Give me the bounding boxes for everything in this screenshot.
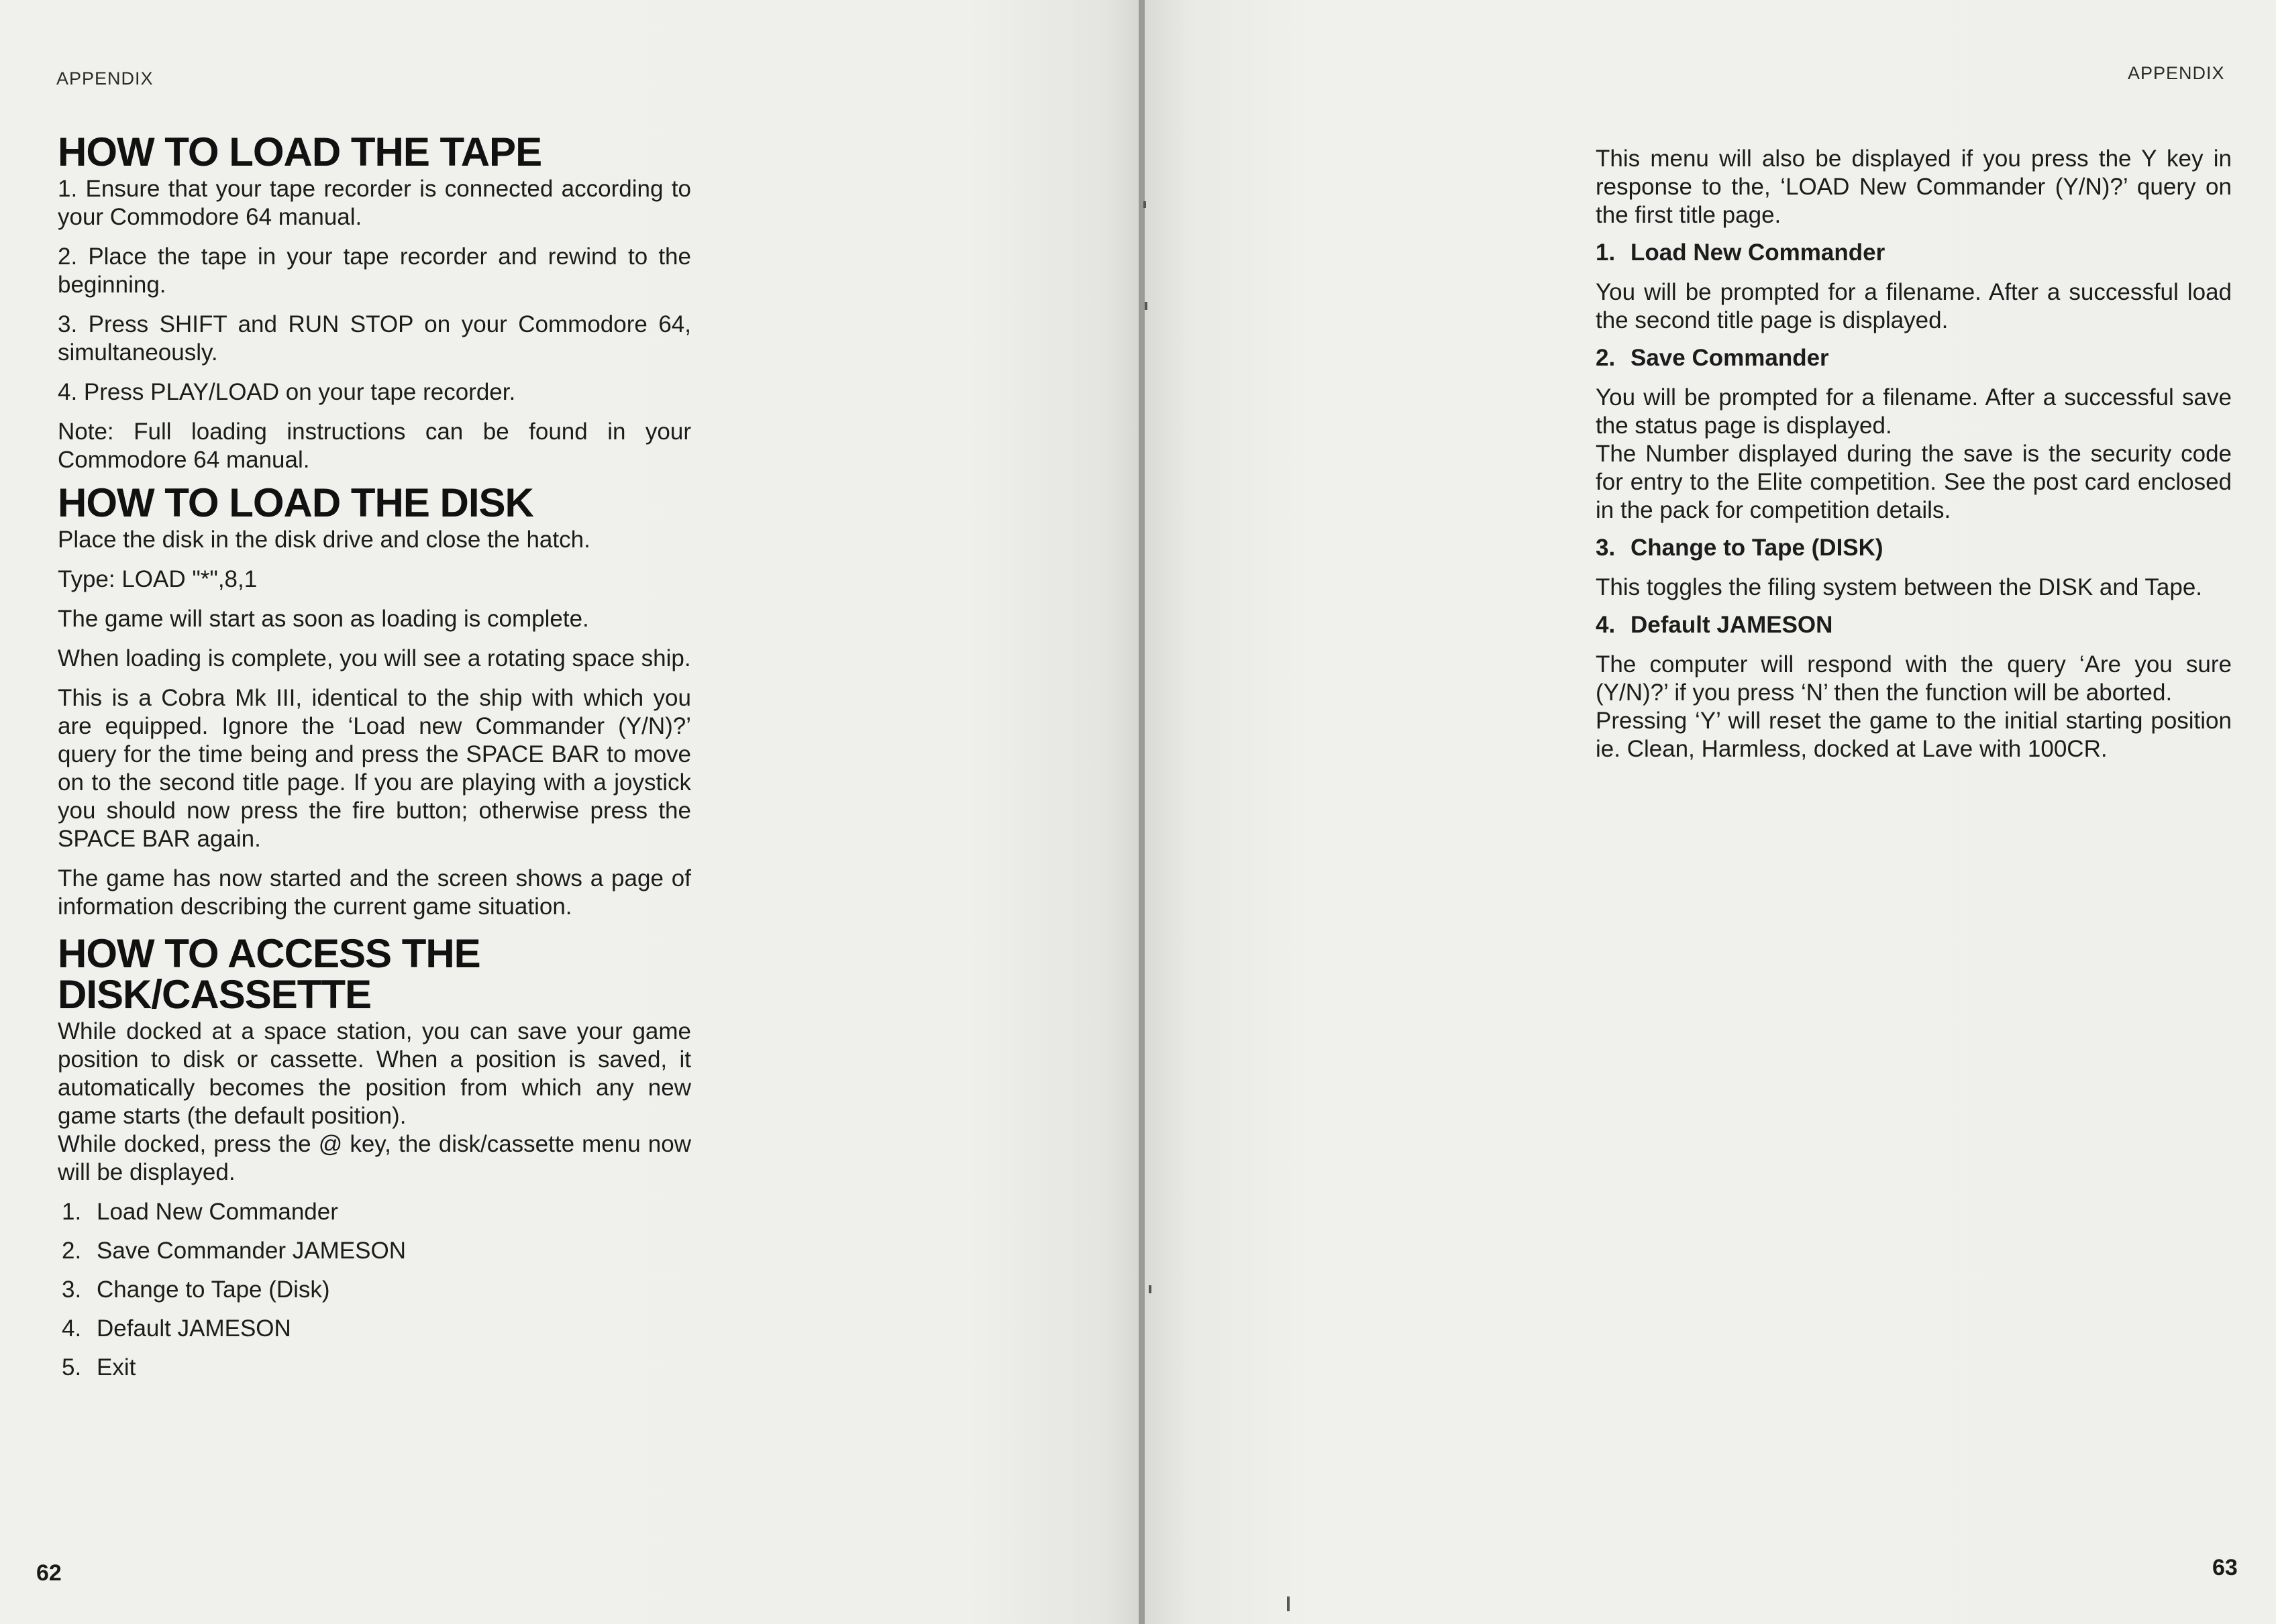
option-load: 1. Load New Commander You will be prompted for a filename. After a successful load the second title page is displayed. — [1596, 239, 2232, 333]
tape-step-2: 2. Place the tape in your tape recorder and rewind to the beginning. — [58, 243, 691, 298]
option-title: Load New Commander — [1631, 239, 1885, 266]
heading-access-disk — [58, 933, 691, 1015]
page-number-left: 62 — [36, 1560, 62, 1586]
option-default: 4. Default JAMESON The computer will respond with the query ‘Are you sure (Y/N)?’ if you press ‘N’ then the function will be aborted. Pressing ‘Y’ will reset the game to the initial starting position ie. Clean, Harmless, docked at Lave with 100CR. — [1596, 612, 2232, 762]
disk-para-3: The game will start as soon as loading is complete. — [58, 606, 589, 632]
option-body: The Number displayed during the save is the security code for entry to the Elite competition. See the post card enclosed in the pack for competition details. — [1596, 441, 2232, 523]
running-head-left: APPENDIX — [56, 68, 154, 89]
menu-label: Save Commander JAMESON — [97, 1238, 406, 1264]
list-item: 2. Save Commander JAMESON — [62, 1238, 406, 1264]
menu-label: Exit — [97, 1354, 136, 1381]
list-item: 5. Exit — [62, 1354, 136, 1381]
list-item: 4. Default JAMESON — [62, 1315, 291, 1342]
disk-para-1: Place the disk in the disk drive and close the hatch. — [58, 527, 590, 553]
page-number-right: 63 — [2212, 1555, 2238, 1580]
option-body: You will be prompted for a filename. After a successful load the second title page is displayed. — [1596, 279, 2232, 333]
tape-step-4: 4. Press PLAY/LOAD on your tape recorder. — [58, 379, 516, 405]
option-title: Save Commander — [1631, 345, 1829, 371]
tape-step-1: 1. Ensure that your tape recorder is connected according to your Commodore 64 manual. — [58, 176, 691, 230]
option-body: The computer will respond with the query ‘Are you sure (Y/N)?’ if you press ‘N’ then the function will be aborted. — [1596, 651, 2232, 706]
disk-para-6: The game has now started and the screen shows a page of information describing the current game situation. — [58, 865, 691, 920]
option-title: Default JAMESON — [1631, 612, 1833, 638]
menu-label: Change to Tape (Disk) — [97, 1277, 330, 1303]
option-change-tape: 3. Change to Tape (DISK) This toggles the filing system between the DISK and Tape. — [1596, 534, 2232, 602]
right-page — [1145, 0, 2276, 1624]
access-intro-2: While docked, press the @ key, the disk/cassette menu now will be displayed. — [58, 1131, 691, 1185]
menu-label: Default JAMESON — [97, 1315, 291, 1342]
scan-speck — [1287, 1596, 1290, 1611]
list-item: 1. Load New Commander — [62, 1199, 338, 1225]
left-column — [58, 131, 691, 1393]
tape-step-3: 3. Press SHIFT and RUN STOP on your Commodore 64, simultaneously. — [58, 311, 691, 366]
tape-note: Note: Full loading instructions can be found in your Commodore 64 manual. — [58, 419, 691, 473]
access-intro-1: While docked at a space station, you can save your game position to disk or cassette. When a position is saved, it automatically becomes the position from which any new game starts (the default position). — [58, 1018, 691, 1129]
disk-para-5: This is a Cobra Mk III, identical to the ship with which you are equipped. Ignore the ‘Load new Commander (Y/N)?’ query for the time being and press the SPACE BAR to move on to the second title page. If you are playing with a joystick you should now press the fire button; otherwise press the SPACE BAR again. — [58, 685, 691, 852]
heading-access-line-2: DISK/CASSETTE — [58, 972, 372, 1017]
option-body: Pressing ‘Y’ will reset the game to the initial starting position ie. Clean, Harmless, docked at Lave with 100CR. — [1596, 708, 2232, 762]
option-save: 2. Save Commander You will be prompted for a filename. After a successful save the status page is displayed. The Number displayed during the save is the security code for entry to the Elite competition. See the post card enclosed in the pack for competition details. — [1596, 345, 2232, 523]
heading-load-disk: HOW TO LOAD THE DISK — [58, 480, 533, 525]
option-body: You will be prompted for a filename. After a successful save the status page is displayed. — [1596, 384, 2232, 439]
disk-para-4: When loading is complete, you will see a rotating space ship. — [58, 645, 691, 671]
running-head-right: APPENDIX — [2128, 63, 2225, 83]
right-intro: This menu will also be displayed if you press the Y key in response to the, ‘LOAD New Commander (Y/N)?’ query on the first title page. — [1596, 146, 2232, 228]
menu-label: Load New Commander — [97, 1199, 338, 1225]
option-body: This toggles the filing system between the DISK and Tape. — [1596, 574, 2203, 600]
disk-menu-list — [58, 1198, 691, 1382]
scan-speck — [1143, 201, 1146, 208]
scan-speck — [1145, 302, 1147, 310]
list-item: 3. Change to Tape (Disk) — [62, 1277, 330, 1303]
heading-load-tape: HOW TO LOAD THE TAPE — [58, 129, 542, 174]
scan-speck — [1149, 1285, 1151, 1293]
heading-access-line-1: HOW TO ACCESS THE — [58, 931, 480, 976]
disk-para-2: Type: LOAD "*",8,1 — [58, 566, 258, 592]
right-column — [1596, 145, 2232, 763]
option-title: Change to Tape (DISK) — [1631, 535, 1883, 561]
